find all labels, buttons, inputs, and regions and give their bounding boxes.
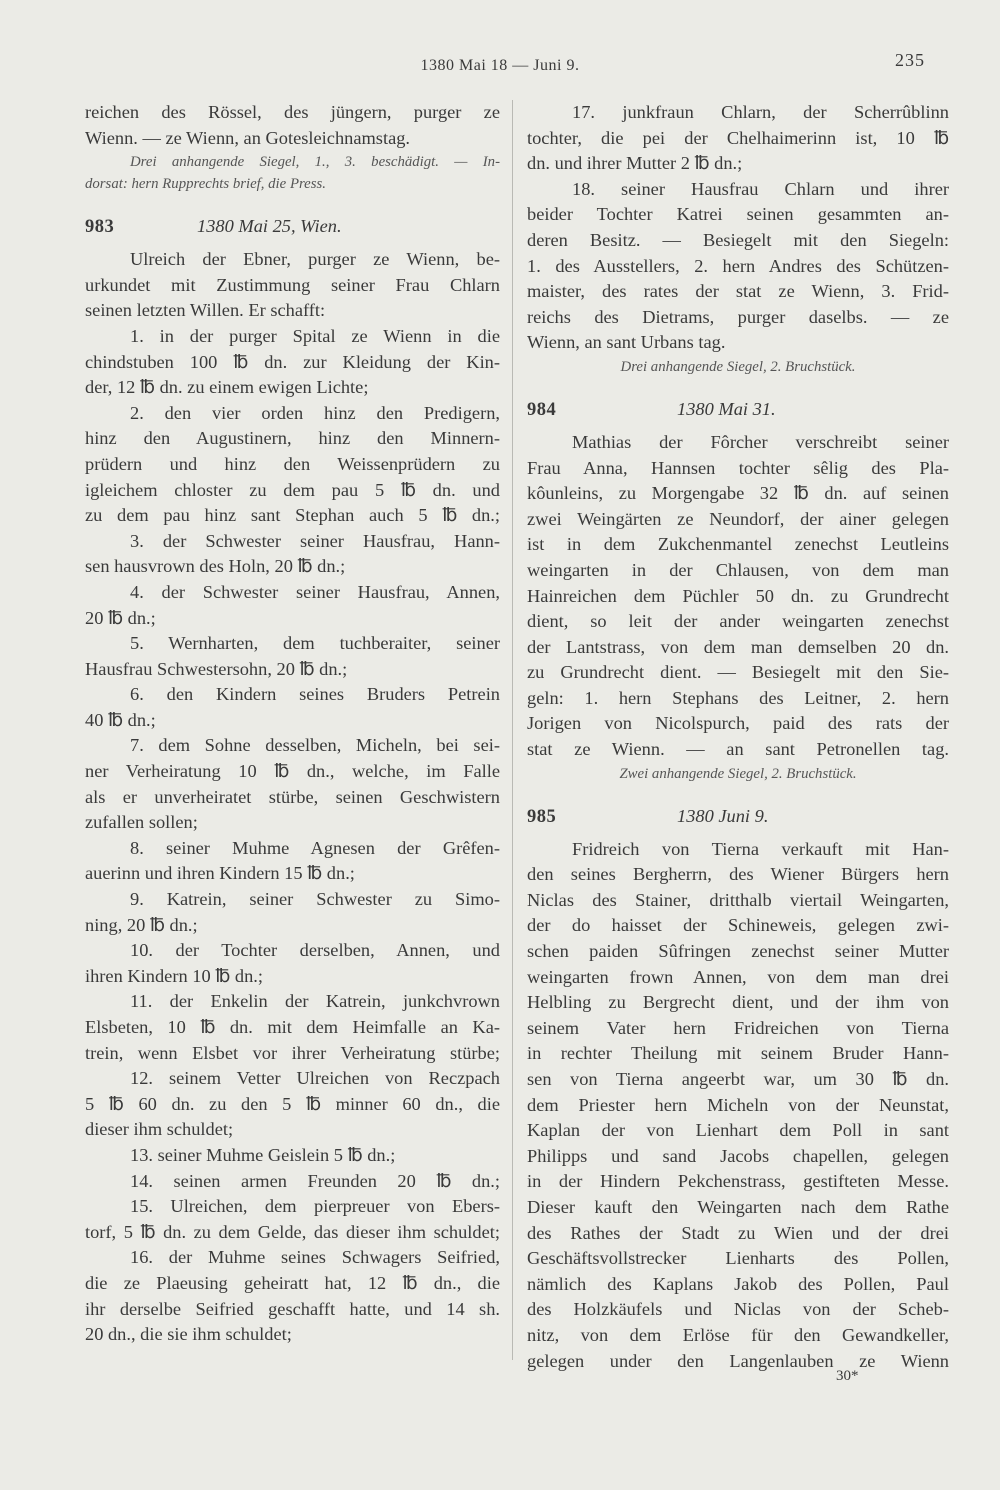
text-line: Hausfrau Schwestersohn, 20 ℔ dn.;	[85, 658, 348, 679]
right-column	[527, 100, 949, 1374]
text-line: kôunleins, zu Morgengabe 32 ℔ dn. auf seinen	[527, 483, 949, 504]
text-line: sen von Tierna angeerbt war, um 30 ℔ dn.	[527, 1069, 949, 1089]
text-line: trein, wenn Elsbet vor ihrer Verheiratung stürbe;	[85, 1042, 500, 1063]
text-line: 3. der Schwester seiner Hausfrau, Hann-	[130, 530, 500, 551]
text-line: der do haisset der Schineweis, gelegen zwi-	[527, 915, 949, 936]
entry-983-text	[85, 247, 500, 1348]
text-line: ning, 20 ℔ dn.;	[85, 914, 198, 935]
text-line: 6. den Kindern seines Bruders Petrein	[130, 684, 500, 705]
text-line: 13. seiner Muhme Geislein 5 ℔ dn.;	[130, 1144, 396, 1165]
text-line: der Lantstrass, von dem man demselben 20 dn.	[527, 636, 949, 657]
text-line: den seines Bergherrn, des Wiener Bürgers hern	[527, 864, 949, 885]
entry-985-text	[527, 837, 949, 1374]
text-line: chindstuben 100 ℔ dn. zur Kleidung der Kin-	[85, 351, 500, 372]
text-line: 20 dn., die sie ihm schuldet;	[85, 1324, 292, 1345]
text-line: 10. der Tochter derselben, Annen, und	[130, 940, 500, 961]
text-line: seinen letzten Willen. Er schafft:	[85, 300, 326, 321]
text-line: des Rathes der Stadt zu Wien und der drei	[527, 1222, 949, 1243]
text-line: ihr derselbe Seifried geschafft hatte, und 14 sh.	[85, 1298, 500, 1319]
text-line: Kaplan der von Lienhart dem Poll in sant	[527, 1120, 949, 1141]
text-line: urkundet mit Zustimmung seiner Frau Chlarn	[85, 274, 500, 295]
text-line: 16. der Muhme seines Schwagers Seifried,	[130, 1247, 500, 1268]
text-line: 4. der Schwester seiner Hausfrau, Annen,	[130, 581, 500, 602]
entry-date: 1380 Mai 25, Wien.	[197, 216, 342, 237]
text-line: 5. Wernharten, dem tuchberaiter, seiner	[130, 633, 500, 654]
text-line: sen hausvrown des Holn, 20 ℔ dn.;	[85, 556, 346, 577]
text-line: 15. Ulreichen, dem pierpreuer von Ebers-	[130, 1196, 500, 1217]
entry-984-text	[527, 430, 949, 763]
text-line: als er unverheiratet stürbe, seinen Geschwistern	[85, 786, 500, 807]
text-line: zu dem pau hinz sant Stephan auch 5 ℔ dn.;	[85, 505, 500, 526]
text-line: in rechter Theilung mit seinem Bruder Hann-	[527, 1043, 949, 1064]
text-line: hinz den Augustinern, hinz den Minnern-	[85, 428, 500, 449]
text-line: igleichem chloster zu dem pau 5 ℔ dn. und	[85, 479, 500, 500]
text-line: Wienn, an sant Urbans tag.	[527, 332, 726, 353]
text-line: 2. den vier orden hinz den Predigern,	[130, 402, 500, 423]
column-divider	[512, 100, 513, 1360]
text-line: dient, so leit der ander weingarten zenechst	[527, 611, 949, 632]
text-line: reichs des Dietrams, purger daselbs. — ze	[527, 306, 949, 327]
signature-mark: 30*	[836, 1368, 859, 1384]
text-line: Ulreich der Ebner, purger ze Wienn, be-	[130, 249, 500, 270]
text-line: 8. seiner Muhme Agnesen der Grêfen-	[130, 837, 500, 858]
text-line: Helbling zu Bergrecht dient, und der ihm von	[527, 992, 949, 1013]
text-line: 1. des Ausstellers, 2. hern Andres des Schützen-	[527, 255, 949, 276]
text-line: zufallen sollen;	[85, 812, 198, 833]
text-line: beider Tochter Katrei seinen gesammten an-	[527, 204, 949, 225]
text-line: dieser ihm schuldet;	[85, 1119, 234, 1140]
text-line: Elsbeten, 10 ℔ dn. mit dem Heimfalle an Ka-	[85, 1017, 500, 1037]
left-lead-text	[85, 100, 500, 151]
entry-heading-984	[527, 394, 949, 424]
text-line: Niclas des Stainer, dritthalb viertail Weingarten,	[527, 889, 949, 910]
text-line: Frau Anna, Hannsen tochter sêlig des Pla-	[527, 457, 949, 478]
text-line: 14. seinen armen Freunden 20 ℔ dn.;	[130, 1170, 500, 1191]
text-line: gelegen under den Langenlauben ze Wienn	[527, 1350, 949, 1371]
text-line: dem Priester hern Micheln von der Neunstat,	[527, 1094, 949, 1115]
text-line: nitz, von dem Erlöse für den Gewandkeller,	[527, 1324, 949, 1345]
text-line: 11. der Enkelin der Katrein, junkchvrown	[130, 991, 500, 1012]
text-line: Geschäftsvollstrecker Lienharts des Pollen,	[527, 1248, 949, 1269]
running-head: 1380 Mai 18 — Juni 9.	[420, 57, 580, 74]
entry-number: 983	[85, 217, 115, 238]
text-line: schen paiden Sûfringen zenechst seiner Mutter	[527, 941, 949, 962]
text-line: 7. dem Sohne desselben, Micheln, bei sei-	[130, 735, 500, 756]
seal-note-line: Drei anhangende Siegel, 1., 3. beschädigt. — In-	[130, 154, 500, 171]
left-lead-note	[85, 151, 500, 195]
entry-number: 985	[527, 806, 557, 827]
text-line: dn. und ihrer Mutter 2 ℔ dn.;	[527, 153, 743, 174]
text-line: reichen des Rössel, des jüngern, purger ze	[85, 102, 500, 122]
right-lead-text	[527, 100, 949, 356]
text-line: maister, des rates der stat ze Wienn, 3. Frid-	[527, 281, 949, 302]
text-line: Fridreich von Tierna verkauft mit Han-	[572, 838, 949, 859]
text-line: 12. seinem Vetter Ulreichen von Reczpach	[130, 1068, 500, 1089]
text-line: 18. seiner Hausfrau Chlarn und ihrer	[572, 178, 949, 199]
text-line: auerinn und ihren Kindern 15 ℔ dn.;	[85, 863, 355, 884]
text-line: Mathias der Fôrcher verschreibt seiner	[572, 431, 949, 452]
text-line: seinem Vater hern Fridreichen von Tierna	[527, 1017, 949, 1038]
text-line: ner Verheiratung 10 ℔ dn., welche, im Falle	[85, 761, 500, 782]
text-line: in der Hindern Pekchenstrass, gestifteten Messe.	[527, 1171, 949, 1192]
text-line: zu Grundrecht dient. — Besiegelt mit den Sie-	[527, 662, 949, 683]
text-line: torf, 5 ℔ dn. zu dem Gelde, das dieser ihm schuldet;	[85, 1221, 500, 1242]
text-line: stat ze Wienn. — an sant Petronellen tag.	[527, 739, 949, 760]
text-line: geln: 1. hern Stephans des Leitner, 2. hern	[527, 687, 949, 708]
text-line: nämlich des Kaplans Jakob des Pollen, Paul	[527, 1273, 949, 1294]
text-line: ihren Kindern 10 ℔ dn.;	[85, 965, 263, 986]
entry-heading-983	[85, 211, 500, 241]
text-line: 20 ℔ dn.;	[85, 607, 156, 628]
text-line: der, 12 ℔ dn. zu einem ewigen Lichte;	[85, 377, 369, 398]
text-line: Philipps und sand Jacobs chapellen, gelegen	[527, 1145, 949, 1166]
text-line: Hainreichen dem Püchler 50 dn. zu Grundrecht	[527, 585, 949, 606]
page-number: 235	[895, 50, 925, 70]
entry-number: 984	[527, 399, 557, 420]
text-line: deren Besitz. — Besiegelt mit den Siegeln:	[527, 229, 949, 250]
text-line: weingarten frown Annen, von dem man drei	[527, 966, 949, 987]
text-line: weingarten in der Chlausen, von dem man	[527, 559, 949, 580]
seal-note: Zwei anhangende Siegel, 2. Bruchstück.	[619, 765, 857, 782]
text-line: ist in dem Zukchenmantel zenechst Leutleins	[527, 534, 949, 555]
text-line: zwei Weingärten ze Neundorf, der ainer gelegen	[527, 508, 949, 529]
text-line: des Holzkäufels und Niclas von der Scheb-	[527, 1299, 949, 1320]
left-column	[85, 100, 500, 1348]
entry-date: 1380 Juni 9.	[677, 805, 769, 826]
text-line: Jorigen von Nicolspurch, paid des rats der	[527, 713, 949, 734]
seal-note: Drei anhangende Siegel, 2. Bruchstück.	[620, 358, 856, 375]
entry-heading-985	[527, 801, 949, 831]
seal-note-line: dorsat: hern Rupprechts brief, die Press.	[85, 176, 326, 193]
entry-date: 1380 Mai 31.	[677, 398, 776, 419]
text-line: prüdern und hinz den Weissenprüdern zu	[85, 453, 500, 474]
text-line: Wienn. — ze Wienn, an Gotesleichnamstag.	[85, 127, 411, 148]
text-line: Dieser kauft den Weingarten nach dem Rathe	[527, 1196, 949, 1217]
text-line: 17. junkfraun Chlarn, der Scherrûblinn	[572, 102, 949, 122]
text-line: 40 ℔ dn.;	[85, 709, 156, 730]
text-line: tochter, die pei der Chelhaimerinn ist, 10 ℔	[527, 127, 949, 148]
text-line: 5 ℔ 60 dn. zu den 5 ℔ minner 60 dn., die	[85, 1093, 500, 1114]
text-line: 1. in der purger Spital ze Wienn in die	[130, 325, 500, 346]
text-line: 9. Katrein, seiner Schwester zu Simo-	[130, 889, 500, 910]
text-line: die ze Plaeusing geheiratt hat, 12 ℔ dn., die	[85, 1272, 500, 1293]
